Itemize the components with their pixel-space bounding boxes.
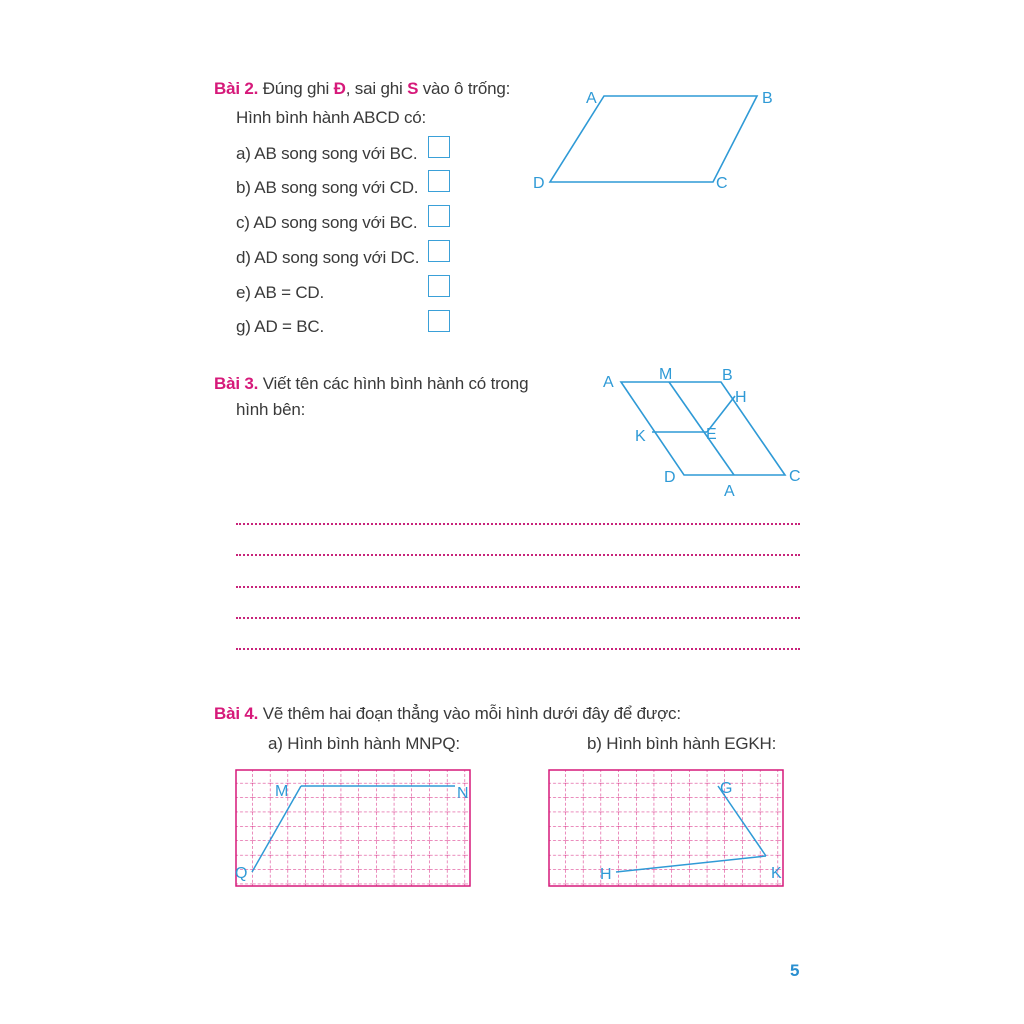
bai3-text-1: Viết tên các hình bình hành có trong <box>262 374 529 393</box>
bai2-instr-2: , sai ghi <box>345 79 408 98</box>
fig3-label-d: D <box>664 469 676 486</box>
bai2-instr-s: S <box>407 79 419 98</box>
statement-e: e) AB = CD. <box>236 283 325 302</box>
label-b: B <box>762 90 773 107</box>
fig3-label-k: K <box>635 428 646 445</box>
fig3-label-b: B <box>722 367 733 384</box>
label-a: A <box>586 90 597 107</box>
answer-box-c[interactable] <box>428 205 450 227</box>
answer-line-2[interactable] <box>236 554 800 556</box>
parallelogram-abcd-figure <box>520 80 790 195</box>
bai2-heading <box>214 79 510 99</box>
grid-mnpq[interactable] <box>235 769 473 889</box>
statement-a: a) AB song song với BC. <box>236 144 418 163</box>
bai4-heading <box>214 704 681 724</box>
bai4-label: Bài 4. <box>214 704 259 723</box>
answer-line-1[interactable] <box>236 523 800 525</box>
statement-g: g) AD = BC. <box>236 317 325 336</box>
fig3-label-a: A <box>603 374 614 391</box>
answer-line-4[interactable] <box>236 617 800 619</box>
fig3-label-c: C <box>789 468 801 485</box>
answer-box-g[interactable] <box>428 310 450 332</box>
fig3-label-a-bottom: A <box>724 483 735 500</box>
fig3-label-e: E <box>706 426 717 443</box>
grid-a-label-n: N <box>457 785 469 802</box>
answer-box-b[interactable] <box>428 170 450 192</box>
page-number: 5 <box>790 961 800 980</box>
fig3-label-m: M <box>659 366 673 383</box>
fig3-label-h: H <box>735 389 747 406</box>
bai3-heading <box>214 374 528 394</box>
bai4-instruction: Vẽ thêm hai đoạn thẳng vào mỗi hình dưới đây để được: <box>262 704 681 723</box>
answer-box-e[interactable] <box>428 275 450 297</box>
grid-b-label-k: K <box>771 865 782 882</box>
answer-box-d[interactable] <box>428 240 450 262</box>
bai2-instr-1: Đúng ghi <box>262 79 334 98</box>
grid-a-label-m: M <box>275 783 289 800</box>
grid-egkh[interactable] <box>548 769 786 889</box>
answer-line-3[interactable] <box>236 586 800 588</box>
grid-a-label-q: Q <box>235 865 248 882</box>
parallelogram-abcd <box>550 96 757 182</box>
label-c: C <box>716 175 728 192</box>
bai3-label: Bài 3. <box>214 374 259 393</box>
bai2-instr-3: vào ô trống: <box>418 79 511 98</box>
bai2-instr-d: Đ <box>333 79 346 98</box>
bai2-label: Bài 2. <box>214 79 259 98</box>
bai3-text-2: hình bên: <box>236 400 306 419</box>
bai4-part-b: b) Hình bình hành EGKH: <box>587 734 777 753</box>
label-d: D <box>533 175 545 192</box>
bai4-part-a: a) Hình bình hành MNPQ: <box>268 734 460 753</box>
answer-line-5[interactable] <box>236 648 800 650</box>
answer-box-a[interactable] <box>428 136 450 158</box>
grid-b-label-g: G <box>720 780 733 797</box>
bai2-intro: Hình bình hành ABCD có: <box>236 108 427 127</box>
bai3-figure <box>595 362 810 502</box>
grid-b-label-h: H <box>600 866 612 883</box>
statement-b: b) AB song song với CD. <box>236 178 419 197</box>
statement-c: c) AD song song với BC. <box>236 213 418 232</box>
segment-m-a <box>669 382 734 475</box>
statement-d: d) AD song song với DC. <box>236 248 420 267</box>
